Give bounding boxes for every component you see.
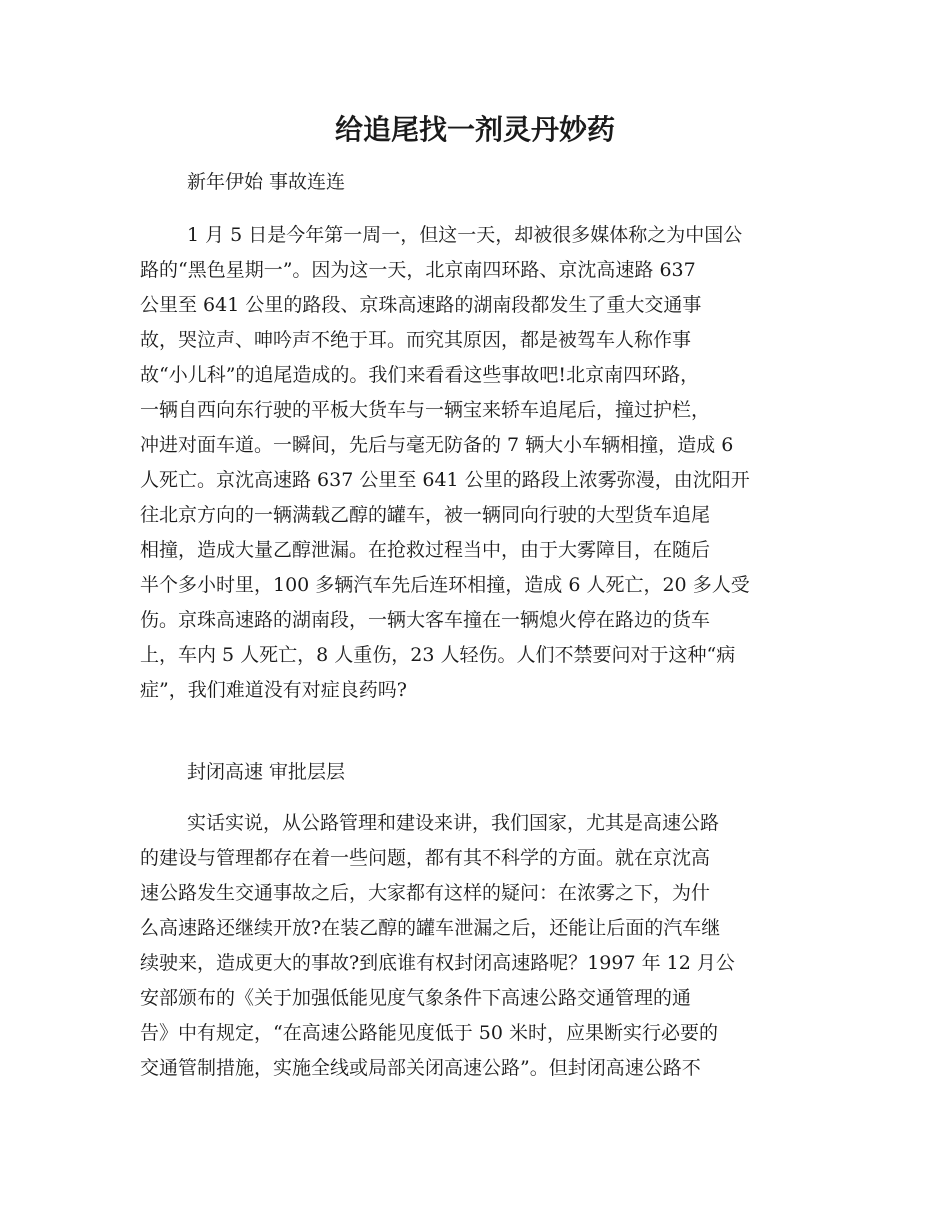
paragraph-line: 的建设与管理都存在着一些问题，都有其不科学的方面。就在京沈高 xyxy=(140,847,711,869)
paragraph-line: 路的“黑色星期一”。因为这一天，北京南四环路、京沈高速路 637 xyxy=(140,259,696,281)
paragraph xyxy=(140,806,810,1086)
paragraph-line: 往北京方向的一辆满载乙醇的罐车，被一辆同向行驶的大型货车追尾 xyxy=(140,504,711,526)
paragraph-line: 症”，我们难道没有对症良药吗? xyxy=(140,679,407,701)
paragraph-line: 上，车内 5 人死亡，8 人重伤，23 人轻伤。人们不禁要问对于这种“病 xyxy=(140,644,736,666)
paragraph-line: 交通管制措施，实施全线或局部关闭高速公路”。但封闭高速公路不 xyxy=(140,1057,701,1079)
paragraph xyxy=(140,218,810,708)
paragraph-line: 故“小儿科”的追尾造成的。我们来看看这些事故吧!北京南四环路， xyxy=(140,364,700,386)
paragraph-line: 公里至 641 公里的路段、京珠高速路的湖南段都发生了重大交通事 xyxy=(140,294,702,316)
paragraph-line: 冲进对面车道。一瞬间，先后与毫无防备的 7 辆大小车辆相撞，造成 6 xyxy=(140,434,734,456)
paragraph-line: 安部颁布的《关于加强低能见度气象条件下高速公路交通管理的通 xyxy=(140,987,692,1009)
document-title: 给追尾找一剂灵丹妙药 xyxy=(334,113,615,146)
paragraph-line: 伤。京珠高速路的湖南段，一辆大客车撞在一辆熄火停在路边的货车 xyxy=(140,609,711,631)
paragraph-line: 故，哭泣声、呻吟声不绝于耳。而究其原因，都是被驾车人称作事 xyxy=(140,329,692,351)
paragraph-line: 实话实说，从公路管理和建设来讲，我们国家，尤其是高速公路 xyxy=(187,812,720,834)
paragraph-line: 一辆自西向东行驶的平板大货车与一辆宝来轿车追尾后，撞过护栏， xyxy=(140,399,711,421)
paragraph-line: 么高速路还继续开放?在装乙醇的罐车泄漏之后，还能让后面的汽车继 xyxy=(140,917,721,939)
paragraph-line: 告》中有规定，“在高速公路能见度低于 50 米时，应果断实行必要的 xyxy=(140,1022,718,1044)
paragraph-line: 相撞，造成大量乙醇泄漏。在抢救过程当中，由于大雾障目，在随后 xyxy=(140,539,711,561)
paragraph-line: 速公路发生交通事故之后，大家都有这样的疑问：在浓雾之下，为什 xyxy=(140,882,711,904)
paragraph-line: 续驶来，造成更大的事故?到底谁有权封闭高速路呢？1997 年 12 月公 xyxy=(140,952,735,974)
section-heading: 新年伊始 事故连连 xyxy=(187,171,346,193)
section-heading: 封闭高速 审批层层 xyxy=(187,761,346,783)
paragraph-line: 半个多小时里，100 多辆汽车先后连环相撞，造成 6 人死亡，20 多人受 xyxy=(140,574,750,596)
paragraph-line: 1 月 5 日是今年第一周一，但这一天，却被很多媒体称之为中国公 xyxy=(187,224,743,246)
paragraph-line: 人死亡。京沈高速路 637 公里至 641 公里的路段上浓雾弥漫，由沈阳开 xyxy=(140,469,750,491)
